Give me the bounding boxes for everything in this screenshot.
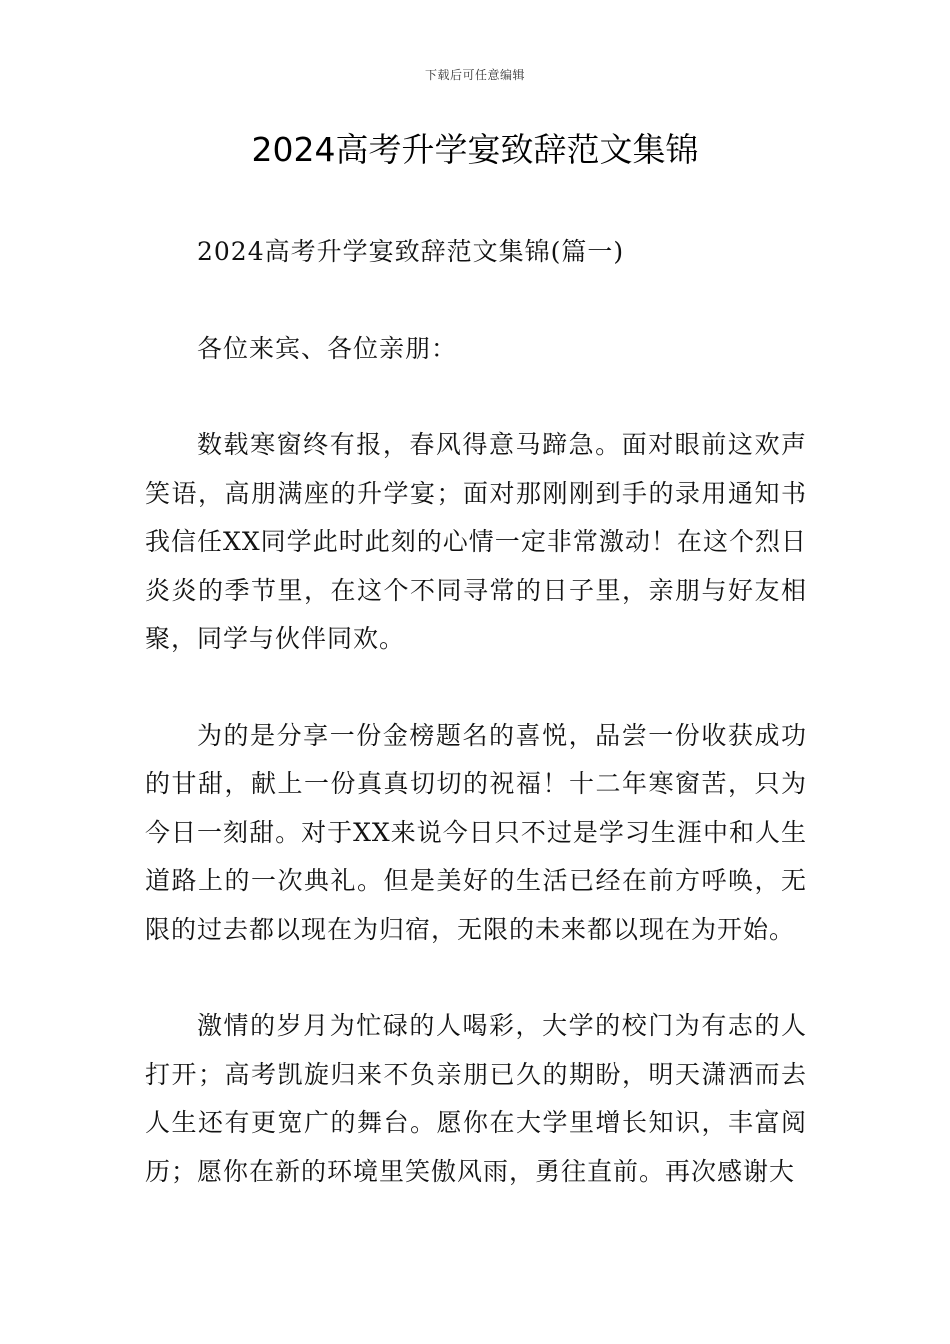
header-note: 下载后可任意编辑 (424, 68, 525, 82)
section-heading: 2024高考升学宴致辞范文集锦(篇一) (197, 237, 625, 266)
document-title: 2024高考升学宴致辞范文集锦 (251, 130, 699, 169)
body-paragraph: 为的是分享一份金榜题名的喜悦，品尝一份收获成功的甘甜，献上一份真真切切的祝福！十二年寒窗苦，只为今日一刻甜。对于XX来说今日只不过是学习生涯中和人生道路上的一次典礼。但是美好的生活已经在前方呼唤，无限的过去都以现在为归宿，无限的未来都以现在为开始。 (145, 720, 807, 944)
body-paragraph: 数载寒窗终有报，春风得意马蹄急。面对眼前这欢声笑语，高朋满座的升学宴；面对那刚刚到手的录用通知书我信任XX同学此时此刻的心情一定非常激动！在这个烈日炎炎的季节里，在这个不同寻常的日子里，亲朋与好友相聚，同学与伙伴同欢。 (145, 430, 807, 653)
body-paragraph: 激情的岁月为忙碌的人喝彩，大学的校门为有志的人打开；高考凯旋归来不负亲朋已久的期盼，明天潇洒而去人生还有更宽广的舞台。愿你在大学里增长知识，丰富阅历；愿你在新的环境里笑傲风雨，勇往直前。再次感谢大 (145, 1011, 807, 1186)
salutation: 各位来宾、各位亲朋： (197, 333, 458, 363)
document-body (145, 228, 807, 1244)
